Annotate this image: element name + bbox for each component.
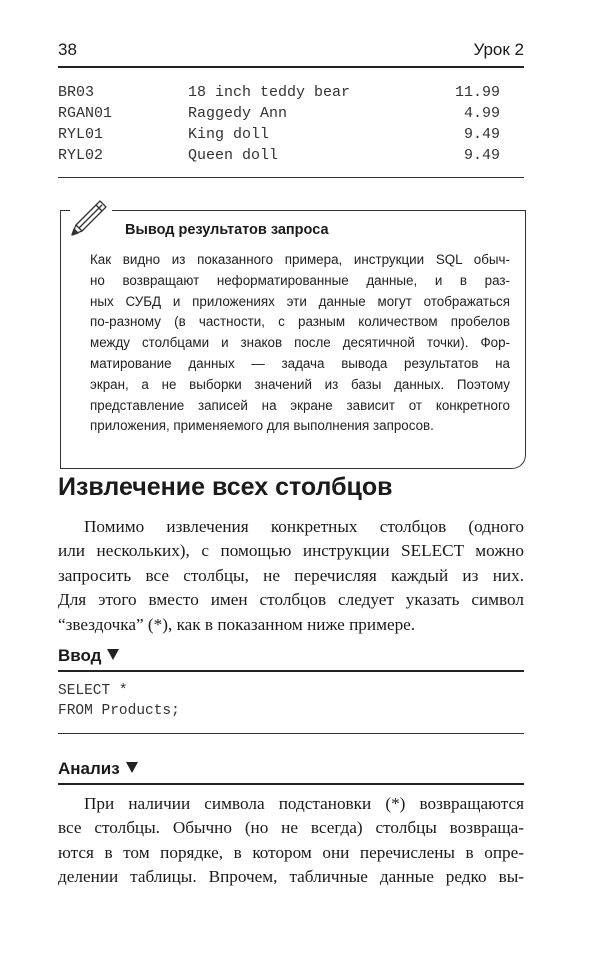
code-line: SELECT * — [58, 683, 128, 699]
analysis-label-rule — [58, 783, 524, 785]
paragraph-line: или нескольких), с помощью инструкции SELECT можно — [58, 541, 524, 561]
note-border-top — [112, 210, 525, 211]
analysis-paragraph — [58, 792, 524, 890]
pencil-icon — [64, 195, 112, 243]
analysis-label — [58, 759, 138, 779]
page-number: 38 — [58, 40, 77, 59]
result-row — [58, 147, 524, 168]
page-header — [58, 40, 524, 68]
note-line: приложения, применяемого для выполнения запросов. — [90, 418, 434, 434]
code-block — [58, 681, 180, 721]
triangle-down-icon — [107, 649, 119, 660]
input-label-rule — [58, 670, 524, 672]
note-line: матирование данных — задача вывода результатов на — [90, 355, 510, 371]
result-row — [58, 105, 524, 126]
paragraph-line: ются в том порядке, в котором они перечислены в опре- — [58, 842, 524, 862]
paragraph-line: Для этого вместо имен столбцов следует указать символ — [58, 590, 524, 610]
result-name: 18 inch teddy bear — [188, 84, 351, 101]
result-name: Raggedy Ann — [188, 105, 288, 122]
note-line: экран, а не выборки значений из базы данных. Поэтому — [90, 376, 510, 392]
result-price: 11.99 — [454, 84, 500, 101]
paragraph-line: запросить все столбцы, не перечисляя каждый из них. — [58, 565, 524, 585]
section-heading: Извлечение всех столбцов — [58, 473, 393, 501]
code-divider — [58, 733, 524, 734]
note-title: Вывод результатов запроса — [125, 222, 329, 238]
chapter-title: Урок 2 — [473, 40, 524, 59]
note-line: по-разному (в частности, с разным количеством пробелов — [90, 314, 510, 330]
result-price: 9.49 — [463, 126, 500, 143]
results-divider — [58, 177, 524, 178]
note-body — [90, 250, 510, 437]
triangle-down-icon — [126, 762, 138, 773]
note-line: между столбцами и знаков после десятичной точки). Фор- — [90, 335, 510, 351]
result-id: BR03 — [58, 84, 95, 101]
paragraph-line: Помимо извлечения конкретных столбцов (одного — [84, 517, 524, 536]
result-row — [58, 84, 524, 105]
result-id: RYL02 — [58, 147, 104, 164]
result-id: RGAN01 — [58, 105, 113, 122]
section-paragraph — [58, 515, 524, 637]
result-row — [58, 126, 524, 147]
result-id: RYL01 — [58, 126, 104, 143]
note-line: но возвращают неформатированные данные, и в раз- — [90, 272, 510, 288]
result-price: 4.99 — [463, 105, 500, 122]
paragraph-line: При наличии символа подстановки (*) возвращаются — [84, 794, 524, 813]
paragraph-line: все столбцы. Обычно (но не всегда) столбцы возвраща- — [58, 818, 524, 838]
result-name: King doll — [188, 126, 270, 143]
note-line: ных СУБД и приложениях эти данные могут отображаться — [90, 293, 510, 309]
result-name: Queen doll — [188, 147, 279, 164]
paragraph-line: “звездочка” (*), как в показанном ниже примере. — [58, 614, 416, 634]
paragraph-line: делении таблицы. Впрочем, табличные данные редко вы- — [58, 867, 524, 887]
result-price: 9.49 — [463, 147, 500, 164]
query-results — [58, 84, 524, 168]
note-line: представление записей на экране зависит от конкретного — [90, 397, 510, 413]
input-label-text: Ввод — [58, 646, 102, 665]
note-line: Как видно из показанного примера, инструкции SQL обыч- — [90, 252, 510, 267]
code-line: FROM Products; — [58, 703, 180, 719]
analysis-label-text: Анализ — [58, 759, 120, 778]
input-label — [58, 646, 119, 666]
